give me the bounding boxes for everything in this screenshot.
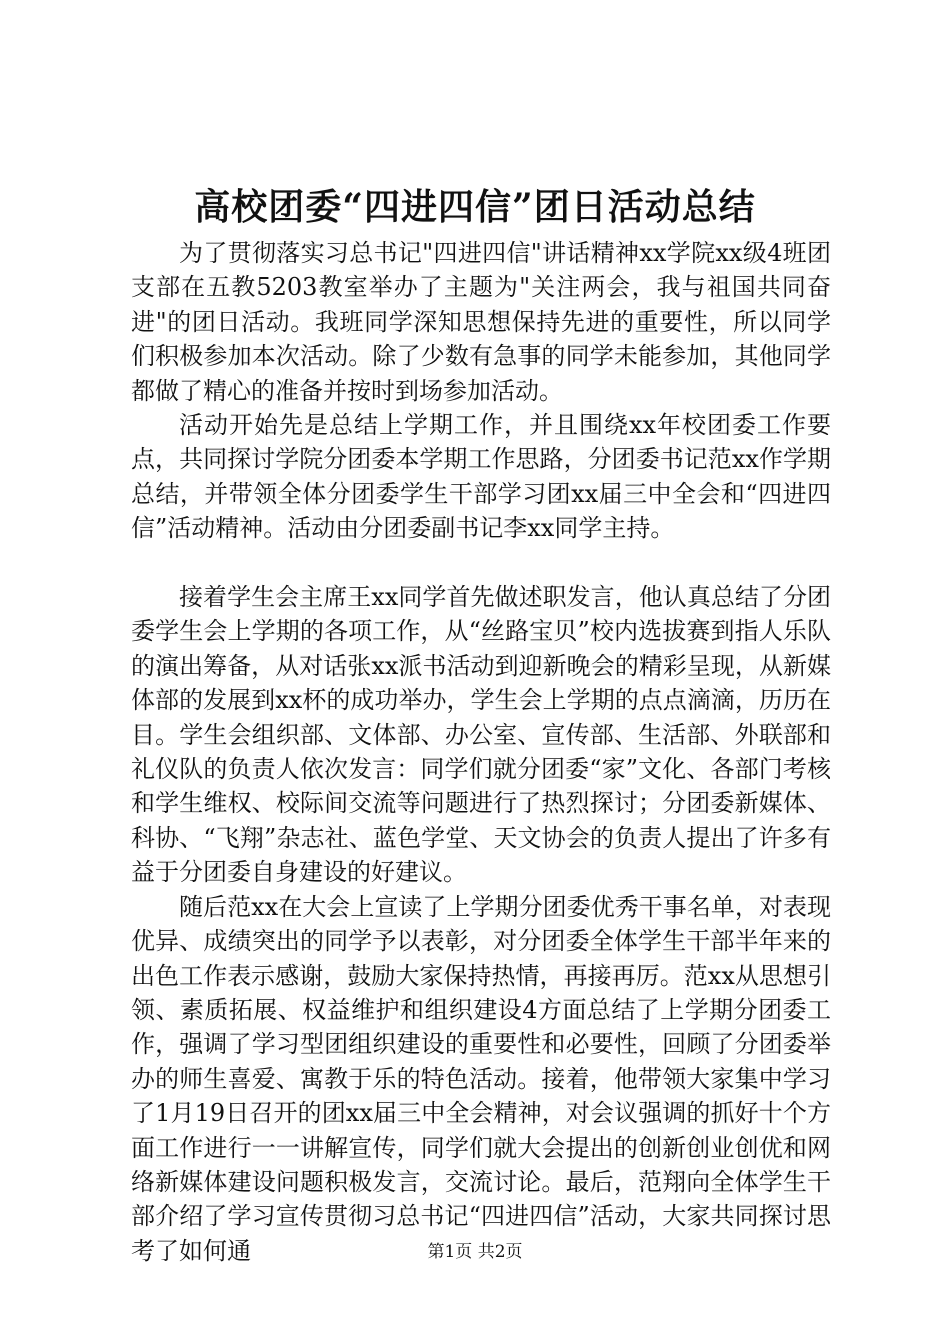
document-body [131, 236, 831, 1268]
paragraph-spacer [131, 546, 831, 580]
paragraph-4: 随后范xx在大会上宣读了上学期分团委优秀干事名单，对表现优异、成绩突出的同学予以表彰，对分团委全体学生干部半年来的出色工作表示感谢，鼓励大家保持热情，再接再厉。范xx从思想引领、素质拓展、权益维护和组织建设4方面总结了上学期分团委工作，强调了学习型团组织建设的重要性和必要性，回顾了分团委举办的师生喜爱、寓教于乐的特色活动。接着，他带领大家集中学习了1月19日召开的团xx届三中全会精神，对会议强调的抓好十个方面工作进行一一讲解宣传，同学们就大会提出的创新创业创优和网络新媒体建设问题积极发言，交流讨论。最后，范翔向全体学生干部介绍了学习宣传贯彻习总书记“四进四信”活动，大家共同探讨思考了如何通 [131, 892, 831, 1265]
page-number-footer: 第1页 共2页 [427, 1242, 523, 1262]
paragraph-2: 活动开始先是总结上学期工作，并且围绕xx年校团委工作要点，共同探讨学院分团委本学期工作思路，分团委书记范xx作学期总结，并带领全体分团委学生干部学习团xx届三中全会和“四进四信”活动精神。活动由分团委副书记李xx同学主持。 [131, 411, 831, 543]
paragraph-3: 接着学生会主席王xx同学首先做述职发言，他认真总结了分团委学生会上学期的各项工作，从“丝路宝贝”校内选拔赛到指人乐队的演出筹备，从对话张xx派书活动到迎新晚会的精彩呈现，从新媒体部的发展到xx杯的成功举办，学生会上学期的点点滴滴，历历在目。学生会组织部、文体部、办公室、宣传部、生活部、外联部和礼仪队的负责人依次发言：同学们就分团委“家”文化、各部门考核和学生维权、校际间交流等问题进行了热烈探讨；分团委新媒体、科协、“飞翔”杂志社、蓝色学堂、天文协会的负责人提出了许多有益于分团委自身建设的好建议。 [131, 583, 831, 887]
document-title: 高校团委“四进四信”团日活动总结 [194, 186, 756, 228]
paragraph-1: 为了贯彻落实习总书记"四进四信"讲话精神xx学院xx级4班团支部在五教5203教室举办了主题为"关注两会，我与祖国共同奋进"的团日活动。我班同学深知思想保持先进的重要性，所以同学们积极参加本次活动。除了少数有急事的同学未能参加，其他同学都做了精心的准备并按时到场参加活动。 [131, 239, 831, 405]
